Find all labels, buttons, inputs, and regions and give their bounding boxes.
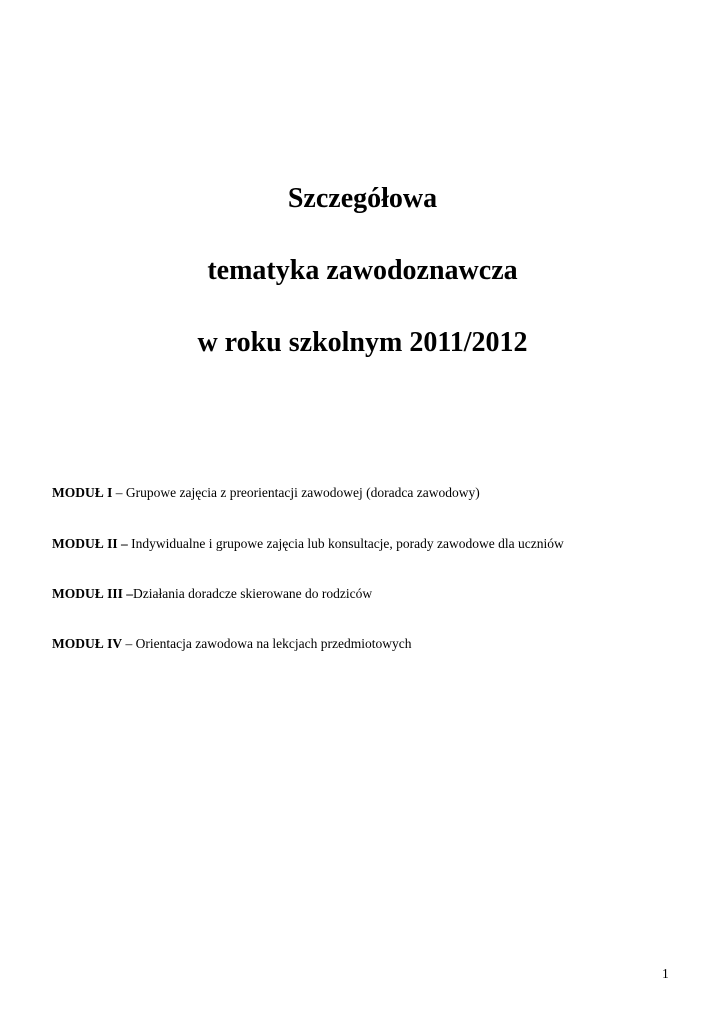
module-3-description: Działania doradcze skierowane do rodziców <box>133 586 373 601</box>
page-number: 1 <box>662 966 669 981</box>
module-2-description: Indywidualne i grupowe zajęcia lub konsultacje, porady zawodowe dla uczniów <box>131 536 564 551</box>
module-1-separator: – <box>112 485 126 500</box>
module-1-line <box>52 484 692 502</box>
module-4-line <box>52 635 692 653</box>
module-4-description: Orientacja zawodowa na lekcjach przedmiotowych <box>135 636 412 651</box>
module-3-line <box>52 585 692 603</box>
module-1-label: MODUŁ I <box>52 485 113 500</box>
module-4-label: MODUŁ IV <box>52 636 123 651</box>
module-2-line <box>52 535 692 553</box>
module-3-label: MODUŁ III – <box>52 586 134 601</box>
module-2-label: MODUŁ II – <box>52 536 128 551</box>
module-1-description: Grupowe zajęcia z preorientacji zawodowej (doradca zawodowy) <box>125 485 480 500</box>
title-line-2: tematyka zawodoznawcza <box>207 255 518 286</box>
title-line-1: Szczegółowa <box>287 183 438 214</box>
module-4-separator: – <box>122 636 136 651</box>
title-line-3: w roku szkolnym 2011/2012 <box>197 327 528 358</box>
